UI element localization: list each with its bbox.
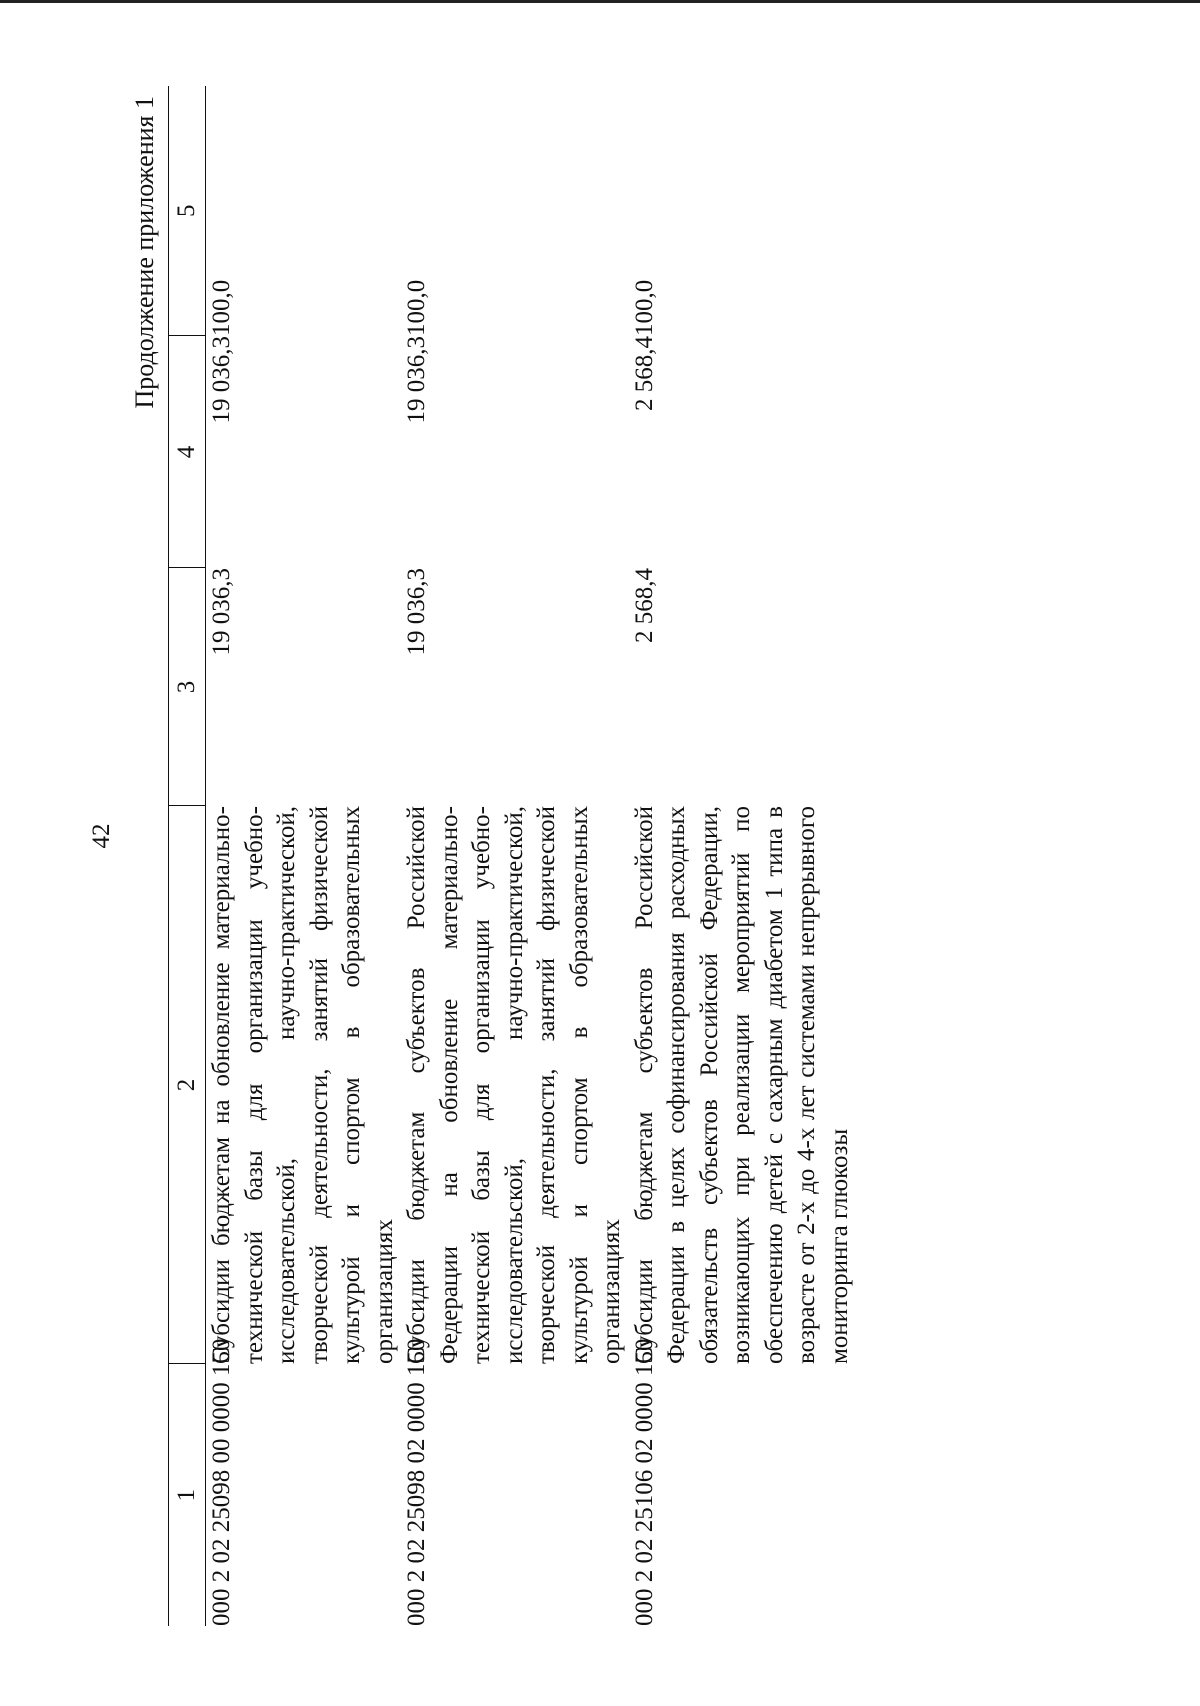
revenue-name: Субсидии бюджетам субъектов Российской Федерации в целях софинансирования расходных обязательств субъектов Российской Федерации, возникающих при реализации мероприятий по обеспечению детей с сахарным диабетом 1 типа в возрасте от 2-х до 4-х лет системами непрерывного мониторинга глюкозы <box>630 806 853 1364</box>
table-row <box>206 86 402 1626</box>
appendix-continuation-caption: Продолжение приложения 1 <box>130 96 159 409</box>
planned-amount: 19 036,3 <box>403 568 430 656</box>
budget-code: 000 2 02 25098 00 0000 150 <box>208 1338 235 1626</box>
header-col-1: 1 <box>169 1364 206 1626</box>
budget-code: 000 2 02 25106 02 0000 150 <box>630 1338 658 1626</box>
budget-code: 000 2 02 25098 02 0000 150 <box>403 1338 430 1626</box>
actual-amount: 19 036,3 <box>208 336 235 424</box>
revenue-name: Субсидии бюджетам на обновление материально-технической базы для организации учебно-исследовательской, научно-практической, творческой деятельности, занятий физической культурой и спортом в образовательных организациях <box>208 806 398 1364</box>
execution-percent: 100,0 <box>403 279 430 336</box>
execution-percent: 100,0 <box>208 279 235 336</box>
table-row <box>401 86 629 1626</box>
revenue-name: Субсидии бюджетам субъектов Российской Федерации на обновление материально-технической базы для организации учебно-исследовательской, научно-практической, творческой деятельности, занятий физической культурой и спортом в образовательных организациях <box>403 806 625 1364</box>
header-col-3: 3 <box>169 568 206 806</box>
header-col-5: 5 <box>169 86 206 336</box>
planned-amount: 19 036,3 <box>208 568 235 656</box>
page-number: 42 <box>88 823 115 849</box>
execution-percent: 100,0 <box>630 279 658 336</box>
planned-amount: 2 568,4 <box>630 568 658 643</box>
table-header-row <box>169 86 206 1626</box>
header-col-4: 4 <box>169 336 206 568</box>
header-col-2: 2 <box>169 806 206 1364</box>
actual-amount: 19 036,3 <box>403 336 430 424</box>
scan-top-edge <box>0 0 1200 3</box>
table-row <box>629 86 857 1626</box>
rotated-page-content <box>86 66 1006 1626</box>
actual-amount: 2 568,4 <box>630 336 658 411</box>
budget-table <box>168 86 856 1626</box>
